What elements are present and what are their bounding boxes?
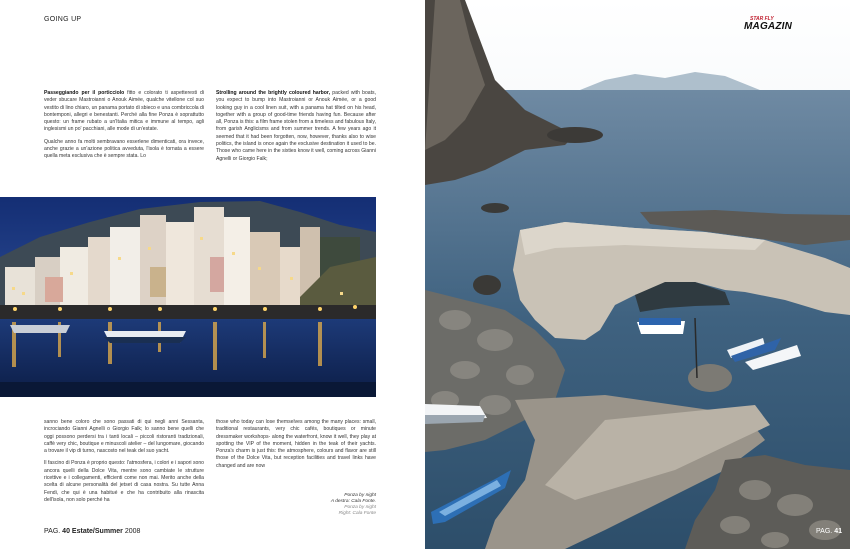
issue-year: 2008 <box>124 528 141 535</box>
paragraph: sanno bene coloro che sono passati di qui negli anni Sessanta, incrociando Gianni Agnelli o Giorgio Falk; lo sanno bene quelli che oggi possono perdersi tra i tanti locali – piccoli ristoranti tradizionali, caffè very chic, boutique e minuscoli atelier – del lungomare, giocando a trovare il vip di turno, nascosto nel teak del suo yacht. <box>44 419 204 455</box>
column-english-top <box>216 90 376 168</box>
folio-prefix: PAG. <box>44 528 61 535</box>
paragraph-text: fitto e colorato ti aspetteresti di veder sbucare Mastroianni o Anouk Aimée, qualche vitellone col suo vestito di lino chiaro, un panama portato di sbieco e una combriccola di bontemponi, allegri e benestanti. Perché alla fine Ponza è soprattutto questo: un frame rubato a un'Italia mitica e immune al tempo, agli inglesismi un po' pacchiani, alle mode di un'estate. <box>44 90 204 133</box>
harbor-night-photo <box>0 197 376 397</box>
page-folio-left <box>44 528 140 535</box>
folio-prefix: PAG. <box>816 528 833 535</box>
paragraph <box>216 90 376 163</box>
logo-brand-main: MAGAZIN <box>744 21 793 32</box>
logo-brand-small: STAR FLY <box>750 16 774 22</box>
caption-line: A destra: Cala Fonte. <box>330 499 376 504</box>
section-label: GOING UP <box>44 16 82 23</box>
lead-in: Passeggiando per il porticciolo <box>44 90 125 96</box>
column-italian-bottom <box>44 419 204 509</box>
magazine-logo <box>744 18 804 34</box>
paragraph: those who today can lose themselves among the many places: small, traditional restaurants, very chic cafés, boutiques or minute dressmaker workshops- along the waterfront, know it well, they play at spotting the VIP of the moment, hidden in the teak of their yachts. Ponza's charm is just this: the atmosphere, colours and flavor are still those of the Dolce Vita, but reception facilities and travel links have changed and are now <box>216 419 376 469</box>
column-italian-top <box>44 90 204 166</box>
caption-line: Right: Cala Fonte <box>338 511 376 516</box>
lead-in: Strolling around the brightly coloured harbor, <box>216 90 331 96</box>
cala-fonte-photo <box>425 0 850 549</box>
caption-line: Ponza by night <box>344 505 376 510</box>
page-number: 41 <box>834 528 842 535</box>
photo-caption <box>270 493 376 517</box>
paragraph-text: packed with boats, you expect to bump into Mastroianni or Anouk Aimée, or a good looking guy in a cool linen suit, with a panama hat tilted on his head, together with a group of good-time friends having fun. Because after all, Ponza is this: a film frame stolen from a timeless and fabulous Italy, from garish Anglicisms and from summer trends. A few years ago it seemed that it had been forgotten, now, however, thanks also to wise politics, the island is once again the exclusive destination it used to be. Those who came here in the sixties know it well, coming across Gianni Agnelli or Giorgio Falk; <box>216 90 376 162</box>
paragraph: Il fascino di Ponza è proprio questo: l'atmosfera, i colori e i sapori sono ancora quelli della Dolce Vita, mentre sono cambiate le strutture ricettive e i collegamenti, efficienti come non mai. Merito anche della scelta di alcune personalità del jetset di casa nostra. Su tutte Anna Fendi, che qui è una habitué e che ha contribuito alla rinascita dell'isola, non solo perché ha <box>44 460 204 503</box>
paragraph: Qualche anno fa molti sembravano esserlene dimenticati, ora invece, anche grazie a un'azione politica avveduta, l'isola è tornata a essere quella meta esclusiva che è sempre stata. Lo <box>44 138 204 160</box>
page-number: 40 <box>62 528 70 535</box>
column-english-bottom <box>216 419 376 475</box>
issue-label: Estate/Summer <box>71 528 123 535</box>
paragraph <box>44 90 204 134</box>
caption-line: Ponza by night <box>344 493 376 498</box>
right-page <box>425 0 850 549</box>
page-folio-right <box>816 528 842 535</box>
